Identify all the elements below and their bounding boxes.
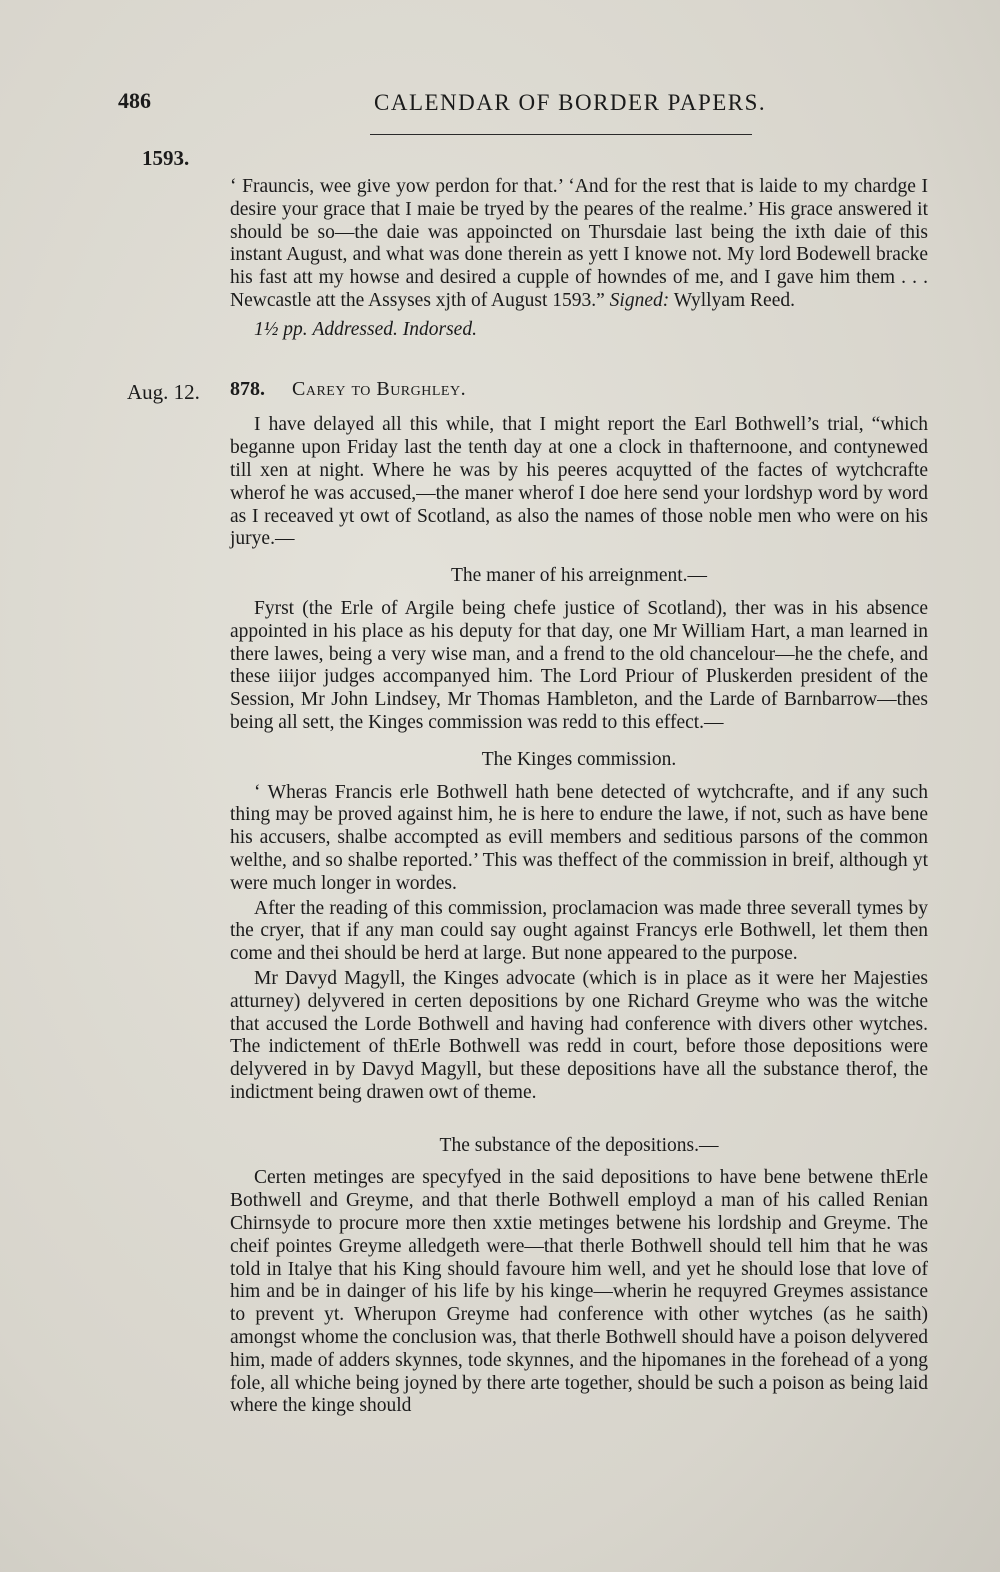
signer-name: Wyllyam Reed. bbox=[669, 289, 795, 311]
page-number: 486 bbox=[118, 88, 151, 113]
endorsement bbox=[230, 319, 928, 342]
margin-entry-date: Aug. 12. bbox=[127, 380, 200, 404]
commission-paragraph: ‘ Wheras Francis erle Bothwell hath bene detected of wytchcrafte, and if any such thing may be proved against him, he is here to endure the lawe, if not, such as have bene his accusers, shalbe accompted as evill members and seditious parsons of the common welthe, and so shalbe reported.’ This was theffect of the commission in breif, although yt were much longer in wordes. bbox=[230, 781, 928, 894]
depositions-paragraph: Certen metinges are specyfyed in the said depositions to have bene betwene thErle Bothwell and Greyme, and that therle Bothwell employd a man of his called Renian Chirnsyde to procure more then xxtie metinges betwene his lordship and Greyme. The cheif pointes Greyme alledgeth were—that therle Bothwell should tell him that he was told in Italye that his King should favoure him well, and yet he should lose that love of him and be in dainger of his life by his kinge—wherin he requyred Greymes assistance to prevent yt. Wherupon Greyme had conference with other wytches (as he saith) amongst whome the conclusion was, that therle Bothwell should have a poison delyvered him, made of adders skynnes, tode skynnes, and the hipomanes in the forehead of a yong fole, all whiche being joyned by there arte together, should be such a poison as being laid where the kinge should bbox=[230, 1167, 928, 1417]
endorsement-text: Addressed. Indorsed. bbox=[312, 318, 477, 340]
advocate-paragraph: Mr Davyd Magyll, the Kinges advocate (which is in place as it were her Majesties atturney) delyvered in certen depositions by one Richard Greyme who was the witche that accused the Lorde Bothwell and having had conference with divers other wytches. The indictement of thErle Bothwell was redd in court, before those depositions were delyvered in by Davyd Magyll, but these depositions have all the substance therof, the indictment being drawen owt of theme. bbox=[230, 967, 928, 1103]
running-title: CALENDAR OF BORDER PAPERS. bbox=[374, 90, 767, 115]
proclamation-paragraph: After the reading of this commission, proclamacion was made three severall tymes by the cryer, that if any man could say ought against Francys erle Bothwell, let them then come and thei should be herd at large. But none appeared to the purpose. bbox=[230, 897, 928, 965]
section-heading-depositions: The substance of the depositions.— bbox=[439, 1134, 719, 1156]
signed-label: Signed: bbox=[609, 289, 670, 311]
section-heading-commission: The Kinges commission. bbox=[481, 748, 677, 770]
entry-number: 878. bbox=[230, 377, 265, 400]
section-heading-arreignment: The maner of his arreignment.— bbox=[450, 565, 708, 587]
header-rule bbox=[370, 134, 752, 135]
endorsement-pages: 1½ pp. bbox=[254, 318, 308, 340]
continued-text: ‘ Frauncis, wee give yow perdon for that.’ ‘And for the rest that is laide to my chardge I desire your grace that I maie be tryed by the peares of the realme.’ His grace answered it should be so—the daie was appoincted on Thursdaie last being the ixth daie of this instant August, and what was done therein as yett I knowe not. My lord Bodewell bracke his fast att my howse and desired a cupple of howndes of me, and I gave him them . . . Newcastle att the Assyses xjth of August 1593.” bbox=[230, 176, 928, 311]
page-header bbox=[118, 88, 778, 122]
entry-heading bbox=[230, 378, 928, 401]
entry-title: Carey to Burghley. bbox=[292, 377, 467, 400]
arreignment-paragraph: Fyrst (the Erle of Argile being chefe justice of Scotland), ther was in his absence appointed in his place as his deputy for that day, one Mr William Hart, a man learned in there lawes, being a very wise man, and a frend to the old chancelour—he the chefe, and these iiijor judges accompanyed him. The Lord Priour of Pluskerden president of the Session, Mr John Lindsey, Mr Thomas Hambleton, and the Larde of Barnbarrow—thes being all sett, the Kinges commission was redd to this effect.— bbox=[230, 597, 928, 733]
continued-paragraph bbox=[230, 176, 928, 313]
margin-year: 1593. bbox=[142, 146, 190, 170]
page-body bbox=[230, 176, 928, 1418]
entry-paragraph: I have delayed all this while, that I might report the Earl Bothwell’s trial, “which beganne upon Friday last the tenth day at one a clock in thafternoone, and contynewed till xen at night. Where he was by his peeres acquytted of the factes of wytchcrafte wherof he was accused,—the maner wherof I doe here send your lordshyp word by word as I receaved yt owt of Scotland, as also the names of those noble men who were on his jurye.— bbox=[230, 414, 928, 550]
